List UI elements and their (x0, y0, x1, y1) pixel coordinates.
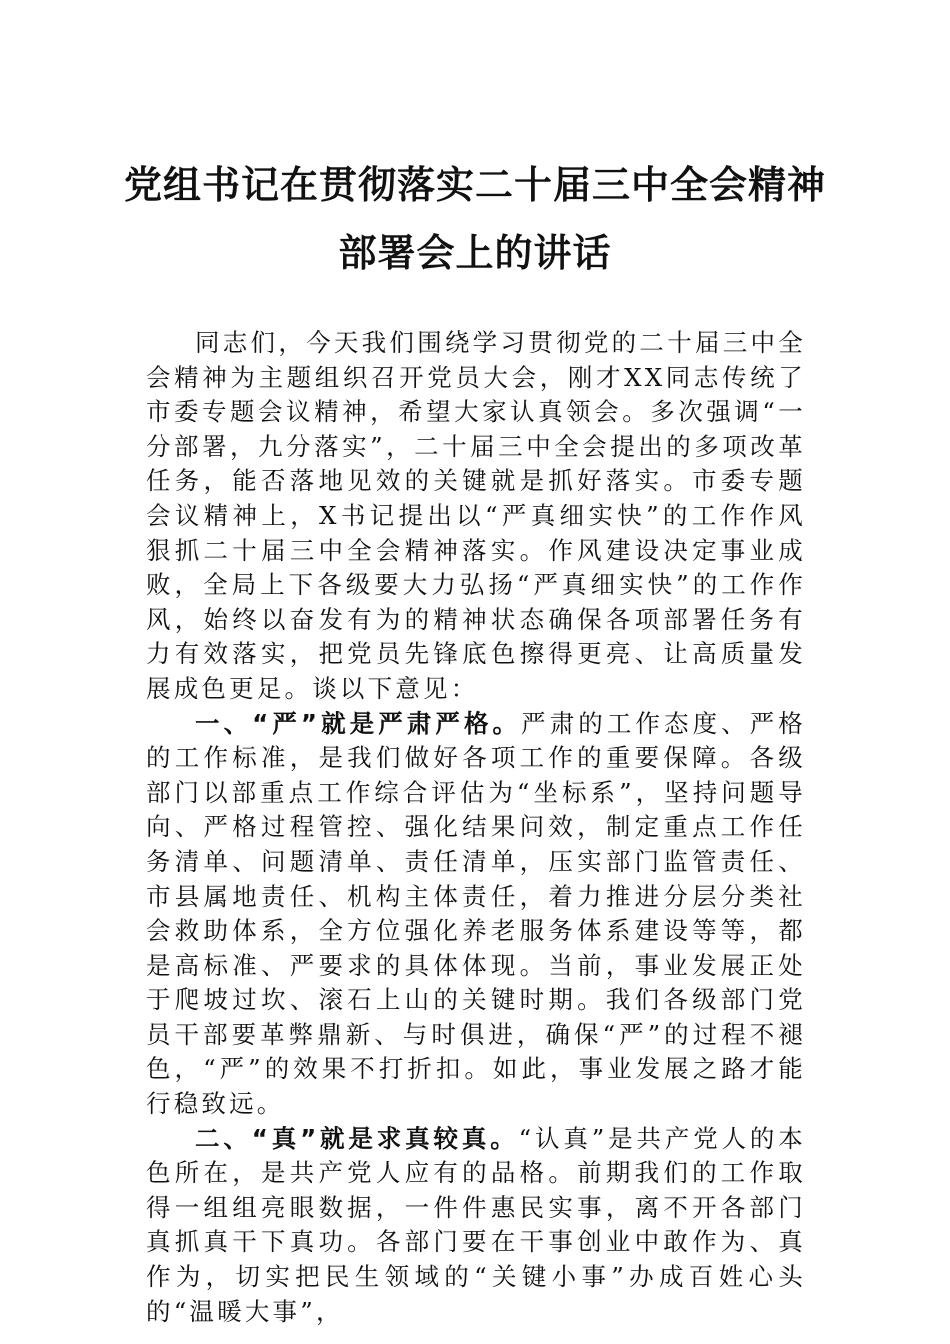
document-title-line-2: 部署会上的讲话 (338, 230, 612, 275)
document-title-line-1: 党组书记在贯彻落实二十届三中全会精神 (123, 162, 826, 207)
section-1-text: 严肃的工作态度、严格的工作标准，是我们做好各项工作的重要保障。各级部门以部重点工作综合评估为“坐标系”，坚持问题导向、严格过程管控、强化结果问效，制定重点工作任务清单、问题清单、责任清单，压实部门监管责任、市县属地责任、机构主体责任，着力推进分层分类社会救助体系，全方位强化养老服务体系建设等等，都是高标准、严要求的具体体现。当前，事业发展正处于爬坡过坎、滚石上山的关键时期。我们各级部门党员干部要革弊鼎新、与时俱进，确保“严”的过程不褪色，“严”的效果不打折扣。如此，事业发展之路才能行稳致远。 (146, 708, 807, 1119)
paragraph-section-1 (146, 707, 806, 1122)
paragraph-intro-text: 同志们，今天我们围绕学习贯彻党的二十届三中全会精神为主题组织召开党员大会，刚才XX同志传统了市委专题会议精神，希望大家认真领会。多次强调“一分部署，九分落实”，二十届三中全会提出的多项改革任务，能否落地见效的关键就是抓好落实。市委专题会议精神上，X书记提出以“严真细实快”的工作作风狠抓二十届三中全会精神落实。作风建设决定事业成败，全局上下各级要大力弘扬“严真细实快”的工作作风，始终以奋发有为的精神状态确保各项部署任务有力有效落实，把党员先锋底色擦得更亮、让高质量发展成色更足。谈以下意见： (146, 328, 806, 703)
paragraph-section-2 (146, 1122, 806, 1330)
section-2-text: “认真”是共产党人的本色所在，是共产党人应有的品格。前期我们的工作取得一组组亮眼数据，一件件惠民实事，离不开各部门真抓真干下真功。各部门要在干事创业中敢作为、真作为，切实把民生领域的“关键小事”办成百姓心头的“温暖大事”， (146, 1123, 806, 1326)
paragraph-intro (146, 326, 806, 707)
section-2-heading: 二、“真”就是求真较真。 (195, 1123, 519, 1153)
document-body (146, 326, 806, 1329)
section-1-heading: 一、“严”就是严肃严格。 (195, 708, 522, 738)
